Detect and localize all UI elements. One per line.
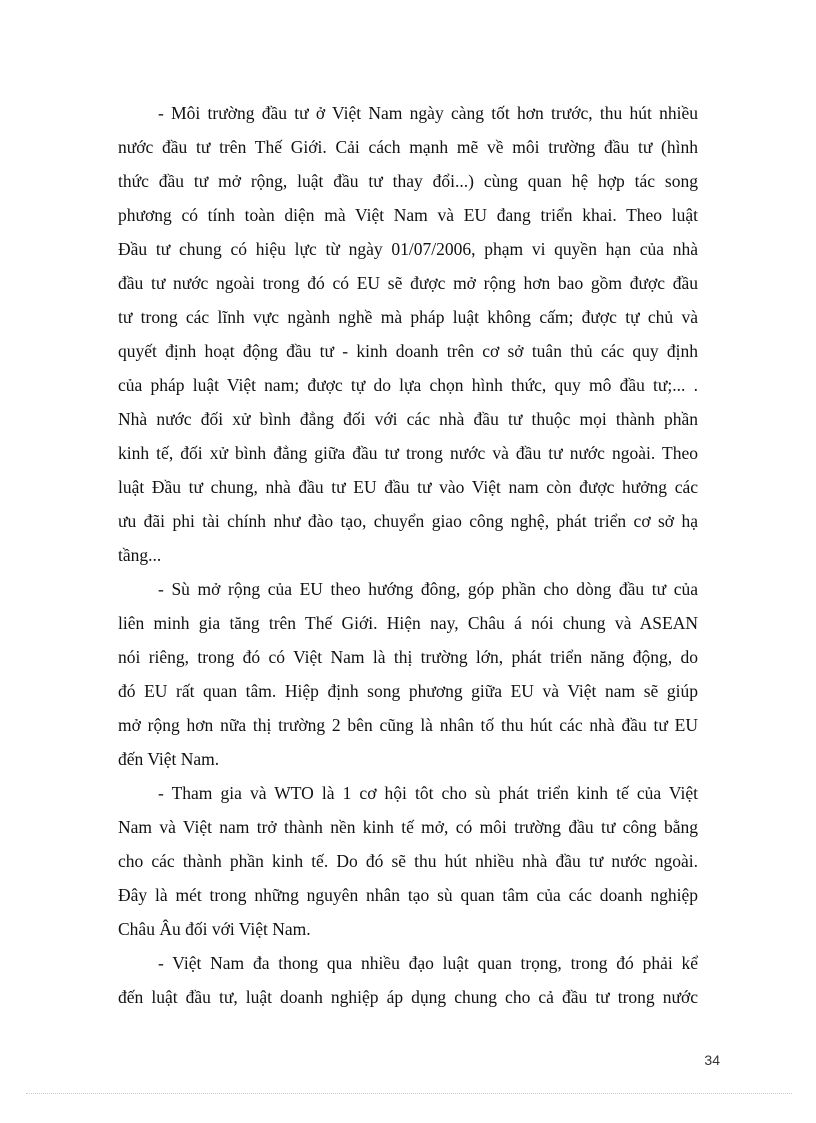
paragraph-3-line-2: Nam và Việt nam trở thành nền kinh tế mở, có môi trường đầu tư công bằng bbox=[118, 817, 698, 837]
paragraph-1-line-3: thức đầu tư mở rộng, luật đầu tư thay đổi...) cùng quan hệ hợp tác song bbox=[118, 171, 698, 191]
paragraph-1-line-2: nước đầu tư trên Thế Giới. Cải cách mạnh mẽ về môi trường đầu tư (hình bbox=[118, 137, 698, 157]
paragraph-3-line-5: Châu Âu đối với Việt Nam. bbox=[118, 919, 311, 939]
paragraph-1-line-7: tư trong các lĩnh vực ngành nghề mà pháp luật không cấm; được tự chủ và bbox=[118, 307, 698, 327]
paragraph-4-line-2: đến luật đầu tư, luật doanh nghiệp áp dụng chung cho cả đầu tư trong nước bbox=[118, 987, 698, 1007]
paragraph-2-line-4: đó EU rất quan tâm. Hiệp định song phương giữa EU và Việt nam sẽ giúp bbox=[118, 681, 698, 701]
paragraph-1-line-10: Nhà nước đối xử bình đẳng đối với các nhà đầu tư thuộc mọi thành phần bbox=[118, 409, 698, 429]
paragraph-1-line-4: phương có tính toàn diện mà Việt Nam và EU đang triển khai. Theo luật bbox=[118, 205, 698, 225]
paragraph-2-line-3: nói riêng, trong đó có Việt Nam là thị trường lớn, phát triển năng động, do bbox=[118, 647, 698, 667]
paragraph-1-line-13: ưu đãi phi tài chính như đào tạo, chuyển giao công nghệ, phát triển cơ sở hạ bbox=[118, 511, 698, 531]
paragraph-2-line-6: đến Việt Nam. bbox=[118, 749, 220, 769]
paragraph-3-line-1: - Tham gia và WTO là 1 cơ hội tôt cho sù phát triển kinh tế của Việt bbox=[158, 783, 698, 803]
footer-divider bbox=[26, 1093, 792, 1094]
paragraph-1-line-14: tầng... bbox=[118, 545, 162, 565]
paragraph-2-line-5: mở rộng hơn nữa thị trường 2 bên cũng là nhân tố thu hút các nhà đầu tư EU bbox=[118, 715, 698, 735]
paragraph-1-line-12: luật Đầu tư chung, nhà đầu tư EU đầu tư vào Việt nam còn được hưởng các bbox=[118, 477, 698, 497]
paragraph-1-line-1: - Môi trường đầu tư ở Việt Nam ngày càng tốt hơn trước, thu hút nhiều bbox=[158, 103, 698, 123]
paragraph-1-line-11: kinh tế, đối xử bình đẳng giữa đầu tư trong nước và đầu tư nước ngoài. Theo bbox=[118, 443, 698, 463]
paragraph-2-line-1: - Sù mở rộng của EU theo hướng đông, góp phần cho dòng đầu tư của bbox=[158, 579, 698, 599]
page-number: 34 bbox=[704, 1052, 720, 1068]
paragraph-1-line-8: quyết định hoạt động đầu tư - kinh doanh trên cơ sở tuân thủ các quy định bbox=[118, 341, 698, 361]
paragraph-3-line-3: cho các thành phần kinh tế. Do đó sẽ thu hút nhiều nhà đầu tư nước ngoài. bbox=[118, 851, 698, 871]
paragraph-1-line-5: Đầu tư chung có hiệu lực từ ngày 01/07/2006, phạm vi quyền hạn của nhà bbox=[118, 239, 698, 259]
paragraph-4-line-1: - Việt Nam đa thong qua nhiều đạo luật quan trọng, trong đó phải kể bbox=[158, 953, 698, 973]
paragraph-1-line-9: của pháp luật Việt nam; được tự do lựa chọn hình thức, quy mô đầu tư;... . bbox=[118, 375, 698, 395]
body-text bbox=[118, 96, 698, 1014]
paragraph-2-line-2: liên minh gia tăng trên Thế Giới. Hiện nay, Châu á nói chung và ASEAN bbox=[118, 613, 698, 633]
paragraph-1-line-6: đầu tư nước ngoài trong đó có EU sẽ được mở rộng hơn bao gồm được đầu bbox=[118, 273, 698, 293]
paragraph-3-line-4: Đây là mét trong những nguyên nhân tạo sù quan tâm của các doanh nghiệp bbox=[118, 885, 698, 905]
